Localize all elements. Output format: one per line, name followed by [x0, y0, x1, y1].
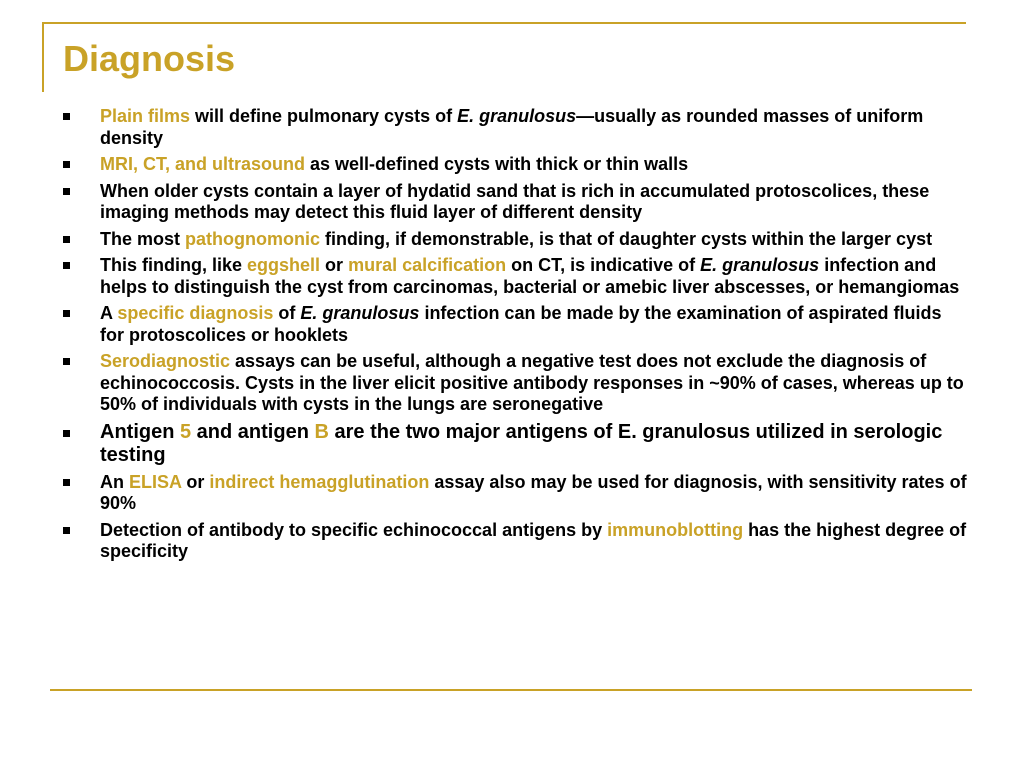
bullet-text: has the highest degree of specificity — [100, 519, 967, 561]
square-bullet-icon — [63, 188, 70, 195]
square-bullet-icon — [63, 113, 70, 120]
highlighted-term: immunoblotting — [607, 519, 744, 540]
bullet-text: infection can be made by the examination of aspirated fluids for protoscolices or hooklets — [100, 303, 942, 345]
bullet-text: are the two major antigens of E. granulosus utilized in serologic testing — [100, 420, 943, 466]
highlighted-term: indirect hemagglutination — [209, 471, 430, 492]
bullet-text: —usually as rounded masses of uniform density — [100, 106, 924, 148]
bullet-text: or — [320, 255, 349, 275]
square-bullet-icon — [63, 161, 70, 168]
bullet-text: An — [100, 471, 129, 492]
square-bullet-icon — [63, 310, 70, 317]
bullet-item — [60, 229, 970, 251]
bullet-text: When older cysts contain a layer of hydatid sand that is rich in accumulated protoscolices, these imaging methods may detect this fluid layer of different density — [100, 180, 930, 222]
italic-term: E. granulosus — [457, 106, 577, 126]
bullet-item — [60, 303, 970, 346]
bullet-item — [60, 106, 970, 149]
bullet-item — [60, 351, 970, 416]
bullet-text: assay also may be used for diagnosis, with sensitivity rates of 90% — [100, 471, 967, 513]
italic-term: E. granulosus — [700, 255, 820, 275]
highlighted-term: specific diagnosis — [117, 303, 274, 323]
square-bullet-icon — [63, 527, 70, 534]
square-bullet-icon — [63, 358, 70, 365]
bullet-list — [60, 106, 970, 568]
bullet-text: finding, if demonstrable, is that of daughter cysts within the larger cyst — [320, 228, 933, 249]
bullet-text: Detection of antibody to specific echinococcal antigens by — [100, 519, 608, 540]
highlighted-term: Plain films — [100, 106, 191, 126]
bullet-text: will define pulmonary cysts of — [190, 106, 458, 126]
highlighted-term: ELISA — [129, 471, 182, 492]
bullet-item — [60, 520, 970, 563]
square-bullet-icon — [63, 479, 70, 486]
highlighted-term: MRI, CT, and ultrasound — [100, 154, 305, 174]
bullet-text: and antigen — [191, 420, 315, 443]
bullet-text: on CT, is indicative of — [506, 255, 701, 275]
bullet-text: infection and helps to distinguish the cyst from carcinomas, bacterial or amebic liver abscesses, or hemangiomas — [100, 255, 960, 297]
bullet-text: Antigen — [100, 420, 180, 443]
bullet-item — [60, 421, 970, 467]
bottom-rule — [50, 689, 972, 691]
highlighted-term: mural calcification — [348, 255, 507, 275]
square-bullet-icon — [63, 262, 70, 269]
square-bullet-icon — [63, 236, 70, 243]
bullet-item — [60, 255, 970, 298]
italic-term: E. granulosus — [300, 303, 420, 323]
highlighted-term: B — [314, 420, 329, 443]
bullet-text: or — [181, 471, 210, 492]
bullet-text: A — [100, 303, 118, 323]
highlighted-term: eggshell — [247, 255, 321, 275]
top-rule — [42, 22, 966, 24]
bullet-text: assays can be useful, although a negative test does not exclude the diagnosis of echinococcosis. Cysts in the liver elicit positive antibody responses in ~90% of cases, whereas up to 50% of individuals with cysts in the lungs are seronegative — [100, 351, 964, 414]
highlighted-term: 5 — [180, 420, 192, 443]
slide-title: Diagnosis — [63, 38, 236, 79]
bullet-item — [60, 472, 970, 515]
bullet-text: This finding, like — [100, 255, 248, 275]
highlighted-term: pathognomonic — [185, 228, 320, 249]
left-rule — [42, 22, 44, 92]
bullet-item — [60, 181, 970, 224]
bullet-text: of — [273, 303, 301, 323]
bullet-text: The most — [100, 228, 186, 249]
square-bullet-icon — [63, 430, 70, 437]
bullet-item — [60, 154, 970, 176]
highlighted-term: Serodiagnostic — [100, 351, 231, 371]
bullet-text: as well-defined cysts with thick or thin walls — [305, 154, 689, 174]
